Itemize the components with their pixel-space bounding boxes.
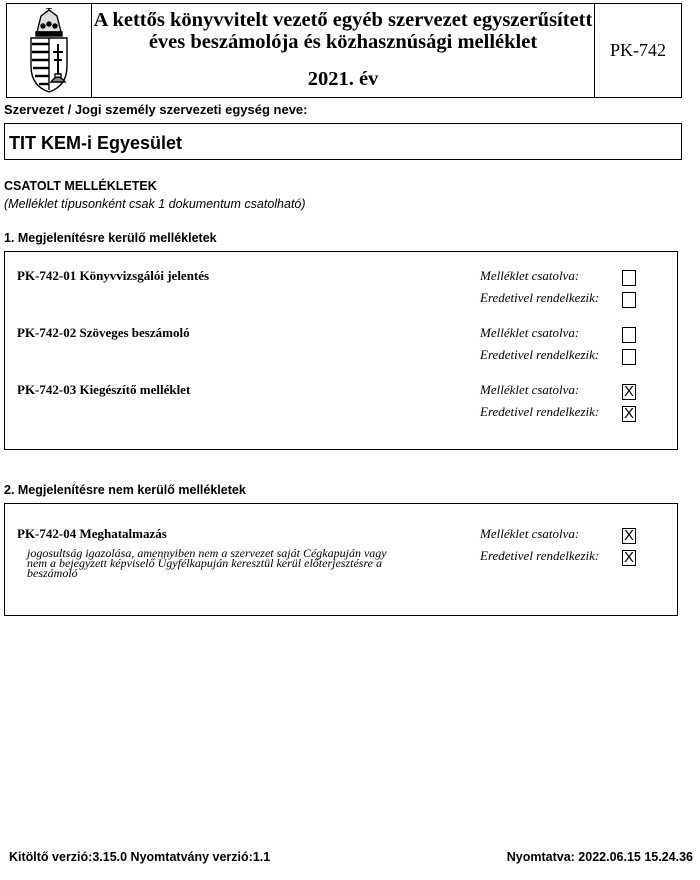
section-2-box [4, 503, 678, 616]
item-pk-742-01-attached-checkbox[interactable] [622, 270, 636, 286]
section-1-box [4, 251, 678, 450]
original-label: Eredetivel rendelkezik: [480, 404, 600, 419]
attached-label: Melléklet csatolva: [480, 268, 580, 283]
org-name-box [4, 123, 682, 160]
item-pk-742-02-title: PK-742-02 Szöveges beszámoló [17, 325, 190, 340]
original-label: Eredetivel rendelkezik: [480, 548, 600, 563]
item-pk-742-03-title: PK-742-03 Kiegészítő melléklet [17, 382, 191, 397]
item-pk-742-03-original-checkbox[interactable]: X [623, 405, 634, 422]
form-title-line-2: éves beszámolója és közhasznúsági melléklet [148, 31, 538, 53]
original-label: Eredetivel rendelkezik: [480, 290, 600, 305]
item-pk-742-04-description: jogosultság igazolása, amennyiben nem a szervezet saját Cégkapuján vagy nem a bejegyzett képviselő Ügyfélkapuján keresztül kerül előterjesztésre a beszámoló [27, 546, 387, 580]
item-pk-742-02-original-checkbox[interactable] [622, 349, 636, 365]
original-label: Eredetivel rendelkezik: [480, 347, 600, 362]
org-name-label: Szervezet / Jogi személy szervezeti egység neve: [4, 102, 308, 117]
form-code: PK-742 [609, 40, 666, 60]
attached-label: Melléklet csatolva: [480, 526, 580, 541]
item-pk-742-02-attached-checkbox[interactable] [622, 327, 636, 343]
item-pk-742-04-original-checkbox[interactable]: X [623, 549, 634, 566]
form-header [6, 3, 682, 98]
section-2-title: 2. Megjelenítésre nem kerülő mellékletek [4, 483, 246, 497]
form-year: 2021. év [307, 68, 379, 90]
item-pk-742-04-attached-checkbox[interactable]: X [623, 527, 634, 544]
item-pk-742-04-title: PK-742-04 Meghatalmazás [17, 526, 167, 541]
item-pk-742-01-original-checkbox[interactable] [622, 292, 636, 308]
coat-of-arms-cell [7, 4, 92, 97]
attached-label: Melléklet csatolva: [480, 325, 580, 340]
title-cell [92, 4, 595, 97]
attached-label: Melléklet csatolva: [480, 382, 580, 397]
attachments-note: (Melléklet típusonként csak 1 dokumentum csatolható) [4, 197, 306, 211]
org-name-value: TIT KEM-i Egyesület [9, 133, 183, 153]
item-pk-742-01-title: PK-742-01 Könyvvizsgálói jelentés [17, 268, 210, 283]
footer-printed: Nyomtatva: 2022.06.15 15.24.36 [506, 850, 693, 864]
item-pk-742-03-attached-checkbox[interactable]: X [623, 383, 634, 400]
form-title-line-1: A kettős könyvvitelt vezető egyéb szervezet egyszerűsített [93, 9, 593, 31]
hungarian-coat-of-arms-icon [23, 8, 75, 94]
section-1-title: 1. Megjelenítésre kerülő mellékletek [4, 231, 217, 245]
footer-version: Kitöltő verzió:3.15.0 Nyomtatvány verzió:1.1 [9, 850, 271, 864]
attachments-heading: CSATOLT MELLÉKLETEK [4, 179, 157, 193]
